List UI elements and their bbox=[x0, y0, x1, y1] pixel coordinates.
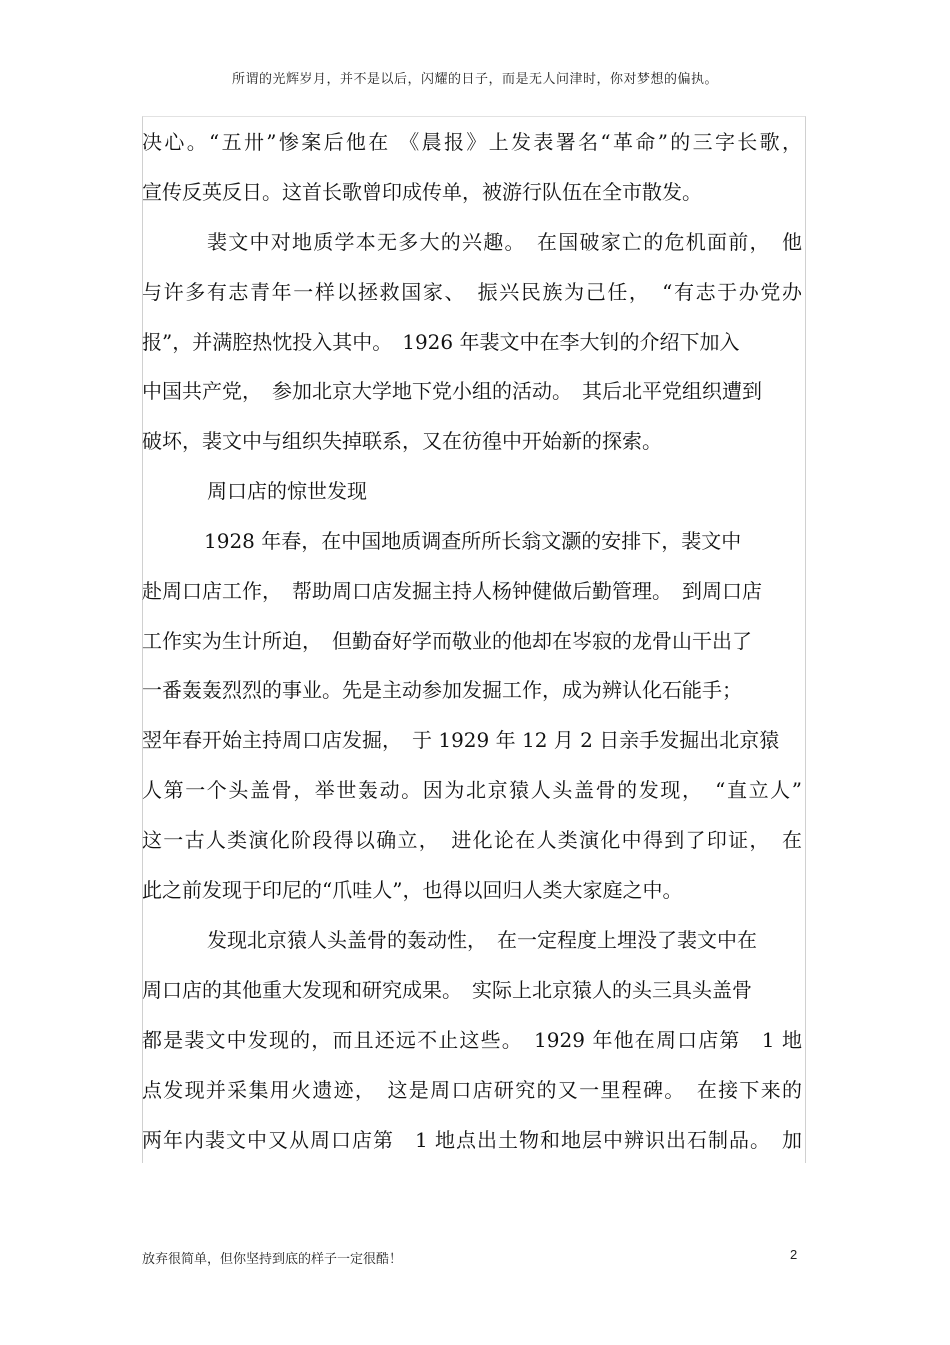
body-line: 翌年春开始主持周口店发掘， 于 1929 年 12 月 2 日亲手发掘出北京猿 bbox=[142, 728, 780, 752]
body-line: 工作实为生计所迫， 但勤奋好学而敬业的他却在岑寂的龙骨山干出了 bbox=[142, 629, 752, 653]
page-number: 2 bbox=[790, 1247, 798, 1262]
body-line: 决心。“五卅”惨案后他在 《晨报》上发表署名“革命”的三字长歌， bbox=[142, 130, 802, 154]
footer-motto: 放弃很简单，但你坚持到底的样子一定很酷！ bbox=[142, 1252, 403, 1267]
body-line: 两年内裴文中又从周口店第 1 地点出土物和地层中辨识出石制品。 加 bbox=[142, 1128, 802, 1152]
body-line: 裴文中对地质学本无多大的兴趣。 在国破家亡的危机面前， 他 bbox=[207, 230, 802, 254]
body-line: 赴周口店工作， 帮助周口店发掘主持人杨钟健做后勤管理。 到周口店 bbox=[142, 579, 762, 603]
body-line: 1928 年春，在中国地质调查所所长翁文灏的安排下，裴文中 bbox=[204, 529, 742, 553]
body-line: 都是裴文中发现的，而且还远不止这些。 1929 年他在周口店第 1 地 bbox=[142, 1028, 802, 1052]
body-line: 中国共产党， 参加北京大学地下党小组的活动。 其后北平党组织遭到 bbox=[142, 379, 762, 403]
body-line: 这一古人类演化阶段得以确立， 进化论在人类演化中得到了印证， 在 bbox=[142, 828, 802, 852]
body-line: 人第一个头盖骨，举世轰动。因为北京猿人头盖骨的发现， “直立人” bbox=[142, 778, 802, 802]
body-line: 破坏，裴文中与组织失掉联系，又在彷徨中开始新的探索。 bbox=[142, 429, 662, 453]
section-heading: 周口店的惊世发现 bbox=[207, 479, 367, 503]
body-line: 此之前发现于印尼的“爪哇人”，也得以回归人类大家庭之中。 bbox=[142, 878, 683, 902]
page-header-quote: 所谓的光辉岁月，并不是以后，闪耀的日子，而是无人问津时，你对梦想的偏执。 bbox=[231, 72, 718, 87]
body-line: 报”，并满腔热忱投入其中。 1926 年裴文中在李大钊的介绍下加入 bbox=[142, 330, 740, 354]
body-line: 发现北京猿人头盖骨的轰动性， 在一定程度上埋没了裴文中在 bbox=[207, 928, 757, 952]
body-line: 与许多有志青年一样以拯救国家、 振兴民族为己任， “有志于办党办 bbox=[142, 280, 802, 304]
body-line: 周口店的其他重大发现和研究成果。 实际上北京猿人的头三具头盖骨 bbox=[142, 978, 752, 1002]
body-line: 一番轰轰烈烈的事业。先是主动参加发掘工作，成为辨认化石能手； bbox=[142, 678, 742, 702]
body-line: 点发现并采集用火遗迹， 这是周口店研究的又一里程碑。 在接下来的 bbox=[142, 1078, 802, 1102]
body-line: 宣传反英反日。这首长歌曾印成传单，被游行队伍在全市散发。 bbox=[142, 180, 702, 204]
